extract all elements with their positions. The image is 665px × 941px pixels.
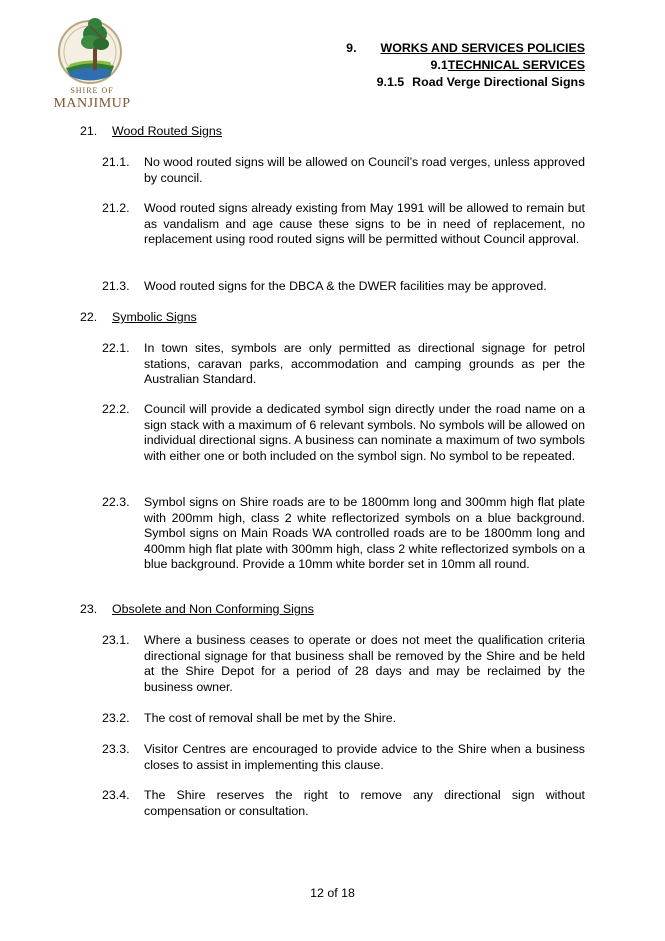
- clause-23-2: [102, 711, 585, 727]
- clause-number: 21.3.: [102, 279, 130, 293]
- shire-logo: [50, 14, 134, 118]
- clause-text: The Shire reserves the right to remove any directional sign without compensation or consultation.: [144, 788, 585, 818]
- logo-line2: MANJIMUP: [53, 96, 131, 111]
- header-line-3: [377, 75, 585, 89]
- clause-number: 21.1.: [102, 155, 130, 169]
- section-heading-21: [80, 124, 585, 138]
- clause-text: Wood routed signs for the DBCA & the DWER facilities may be approved.: [144, 279, 547, 293]
- clause-23-3: [102, 742, 585, 773]
- header-line-1-num: 9.: [346, 41, 357, 55]
- header-line-2-title: TECHNICAL SERVICES: [447, 58, 585, 72]
- section-number: 23.: [80, 602, 98, 616]
- header-line-1: [346, 41, 585, 55]
- section-title: Wood Routed Signs: [112, 124, 222, 138]
- clause-text: Where a business ceases to operate or does not meet the qualification criteria directional signage for that business shall be removed by the Shire and be held at the Shire Depot for a period of 28 days and may be reclaimed by the business owner.: [144, 633, 585, 694]
- clause-number: 22.1.: [102, 341, 130, 355]
- clause-number: 23.3.: [102, 742, 130, 756]
- clause-21-1: [102, 155, 585, 186]
- page-number: 12 of 18: [310, 886, 355, 900]
- clause-text: Symbol signs on Shire roads are to be 1800mm long and 300mm high flat plate with 200mm high, class 2 white reflectorized symbols on a blue background. Symbol signs on Main Roads WA controlled roads are to be 1800mm long and 400mm high flat plate with 300mm high, class 2 white reflectorized symbols on a blue background. Provide a 10mm white border set in 10mm all round.: [144, 495, 585, 572]
- clause-text: No wood routed signs will be allowed on Council’s road verges, unless approved by council.: [144, 155, 585, 185]
- section-number: 21.: [80, 124, 98, 138]
- clause-22-2: [102, 402, 585, 464]
- clause-text: In town sites, symbols are only permitted as directional signage for petrol stations, caravan parks, accommodation and camping grounds as per the Australian Standard.: [144, 341, 585, 387]
- clause-22-1: [102, 341, 585, 388]
- header-line-3-num: 9.1.5: [376, 75, 405, 89]
- header-line-1-title: WORKS AND SERVICES POLICIES: [380, 41, 585, 55]
- clause-text: Council will provide a dedicated symbol sign directly under the road name on a sign stack with a maximum of 6 relevant symbols. No symbols will be allowed on individual directional signs. A business can nominate a maximum of two symbols with either one or both included on the symbol sign. No symbol to be repeated.: [144, 402, 585, 463]
- section-number: 22.: [80, 310, 98, 324]
- clause-number: 23.1.: [102, 633, 130, 647]
- clause-number: 23.2.: [102, 711, 130, 725]
- clause-number: 22.2.: [102, 402, 130, 416]
- section-title: Obsolete and Non Conforming Signs: [112, 602, 314, 616]
- section-heading-22: [80, 310, 585, 324]
- section-title: Symbolic Signs: [112, 310, 197, 324]
- header-line-2: [431, 58, 585, 72]
- clause-text: Wood routed signs already existing from May 1991 will be allowed to remain but as vandalism and age cause these signs to be in need of replacement, no replacement using rood routed signs will be permitted without Council approval.: [144, 201, 585, 247]
- clause-number: 23.4.: [102, 788, 130, 802]
- logo-line1: SHIRE OF: [70, 86, 114, 95]
- header-line-2-num: 9.1: [430, 58, 448, 72]
- clause-23-1: [102, 633, 585, 695]
- section-heading-23: [80, 602, 585, 616]
- clause-23-4: [102, 788, 585, 819]
- clause-text: Visitor Centres are encouraged to provide advice to the Shire when a business closes to assist in implementing this clause.: [144, 742, 585, 772]
- clause-22-3: [102, 495, 585, 573]
- header-line-3-title: Road Verge Directional Signs: [412, 75, 585, 89]
- clause-21-2: [102, 201, 585, 248]
- clause-text: The cost of removal shall be met by the Shire.: [144, 711, 397, 725]
- clause-number: 21.2.: [102, 201, 130, 215]
- clause-21-3: [102, 279, 585, 295]
- clause-number: 22.3.: [102, 495, 130, 509]
